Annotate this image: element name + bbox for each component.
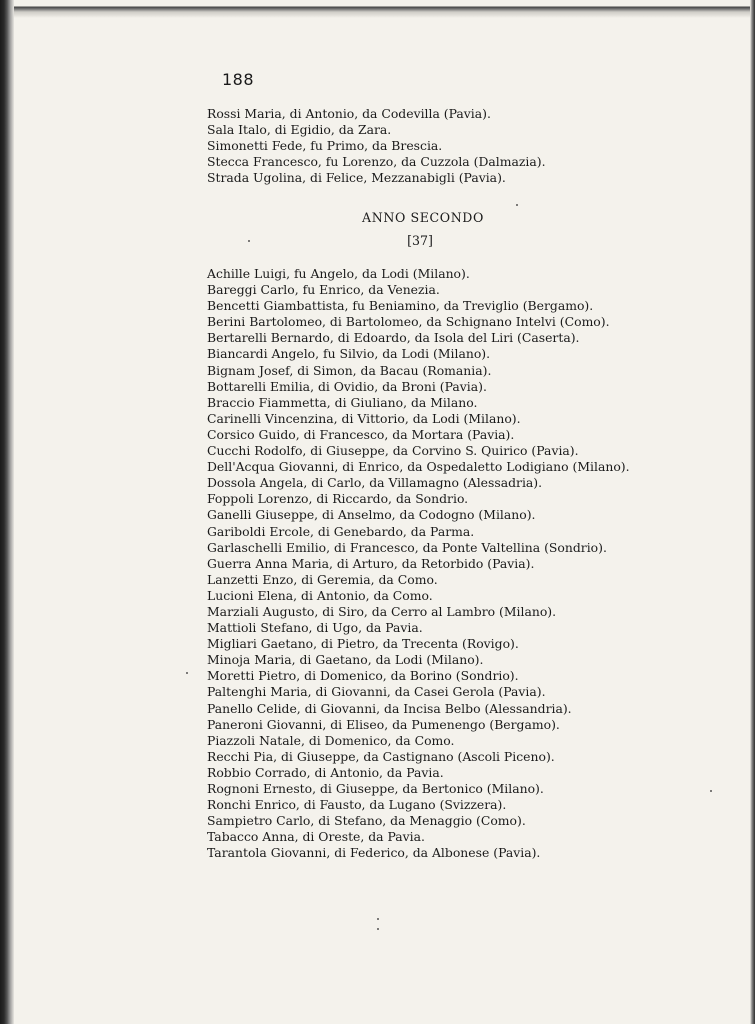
list-item: Berini Bartolomeo, di Bartolomeo, da Schignano Intelvi (Como).	[207, 314, 610, 330]
list-item: Corsico Guido, di Francesco, da Mortara (Pavia).	[207, 426, 515, 442]
list-item: Bertarelli Bernardo, di Edoardo, da Isola del Liri (Caserta).	[207, 330, 580, 346]
list-item: Rossi Maria, di Antonio, da Codevilla (Pavia).	[207, 106, 491, 121]
list-item: Paneroni Giovanni, di Eliseo, da Pumenengo (Bergamo).	[207, 716, 560, 732]
list-item: Rognoni Ernesto, di Giuseppe, da Bertonico (Milano).	[207, 781, 544, 796]
list-item: Ganelli Giuseppe, di Anselmo, da Codogno (Milano).	[207, 507, 536, 523]
list-item: Braccio Fiammetta, di Giuliano, da Milano.	[207, 394, 478, 410]
list-item: Migliari Gaetano, di Pietro, da Trecenta (Rovigo).	[207, 636, 519, 652]
list-item: Carinelli Vincenzina, di Vittorio, da Lodi (Milano).	[207, 410, 521, 426]
list-item: Lucioni Elena, di Antonio, da Como.	[207, 587, 433, 603]
list-item: Bencetti Giambattista, fu Beniamino, da Treviglio (Bergamo).	[207, 298, 594, 314]
book-binding-edge	[0, 0, 14, 1024]
list-item: Tabacco Anna, di Oreste, da Pavia.	[207, 829, 425, 845]
list-item: Simonetti Fede, fu Primo, da Brescia.	[207, 138, 443, 154]
list-item: Minoja Maria, di Gaetano, da Lodi (Milano).	[207, 652, 484, 668]
section-number: [37]	[407, 233, 433, 248]
list-item: Stecca Francesco, fu Lorenzo, da Cuzzola (Dalmazia).	[207, 154, 546, 170]
list-item: Piazzoli Natale, di Domenico, da Como.	[207, 732, 455, 748]
list-item: Bottarelli Emilia, di Ovidio, da Broni (Pavia).	[207, 378, 487, 394]
ink-speck	[516, 204, 518, 206]
list-item: Panello Celide, di Giovanni, da Incisa Belbo (Alessandria).	[207, 700, 572, 716]
list-item: Guerra Anna Maria, di Arturo, da Retorbido (Pavia).	[207, 555, 535, 571]
list-item: Gariboldi Ercole, di Genebardo, da Parma.	[207, 523, 475, 539]
page-number: 188	[222, 70, 255, 89]
list-item: Robbio Corrado, di Antonio, da Pavia.	[207, 764, 444, 780]
scan-edge-right	[750, 0, 755, 1024]
list-item: Achille Luigi, fu Angelo, da Lodi (Milano).	[207, 266, 470, 281]
list-item: Sala Italo, di Egidio, da Zara.	[207, 122, 392, 138]
list-item: Dossola Angela, di Carlo, da Villamagno (Alessadria).	[207, 475, 543, 491]
list-item: Paltenghi Maria, di Giovanni, da Casei Gerola (Pavia).	[207, 684, 546, 700]
student-entry-list	[207, 266, 630, 861]
list-item: Biancardi Angelo, fu Silvio, da Lodi (Milano).	[207, 346, 491, 362]
scan-edge-top	[0, 0, 755, 18]
ink-speck	[377, 928, 379, 930]
ink-speck	[710, 790, 712, 792]
ink-speck	[377, 918, 379, 920]
list-item: Marziali Augusto, di Siro, da Cerro al Lambro (Milano).	[207, 603, 557, 619]
list-item: Ronchi Enrico, di Fausto, da Lugano (Svizzera).	[207, 797, 507, 813]
list-item: Tarantola Giovanni, di Federico, da Albonese (Pavia).	[207, 845, 541, 861]
list-item: Foppoli Lorenzo, di Riccardo, da Sondrio.	[207, 491, 469, 507]
list-item: Lanzetti Enzo, di Geremia, da Como.	[207, 571, 438, 587]
list-item: Garlaschelli Emilio, di Francesco, da Ponte Valtellina (Sondrio).	[207, 539, 607, 555]
top-entry-list	[207, 106, 546, 186]
list-item: Mattioli Stefano, di Ugo, da Pavia.	[207, 620, 423, 636]
section-heading: ANNO SECONDO	[362, 210, 484, 225]
list-item: Dell'Acqua Giovanni, di Enrico, da Ospedaletto Lodigiano (Milano).	[207, 459, 630, 475]
list-item: Bignam Josef, di Simon, da Bacau (Romania).	[207, 362, 492, 378]
ink-speck	[248, 240, 250, 242]
ink-speck	[186, 672, 188, 674]
list-item: Sampietro Carlo, di Stefano, da Menaggio (Como).	[207, 813, 526, 829]
list-item: Bareggi Carlo, fu Enrico, da Venezia.	[207, 282, 440, 298]
list-item: Cucchi Rodolfo, di Giuseppe, da Corvino S. Quirico (Pavia).	[207, 443, 579, 459]
list-item: Strada Ugolina, di Felice, Mezzanabigli (Pavia).	[207, 170, 506, 186]
list-item: Moretti Pietro, di Domenico, da Borino (Sondrio).	[207, 668, 519, 684]
list-item: Recchi Pia, di Giuseppe, da Castignano (Ascoli Piceno).	[207, 748, 555, 764]
